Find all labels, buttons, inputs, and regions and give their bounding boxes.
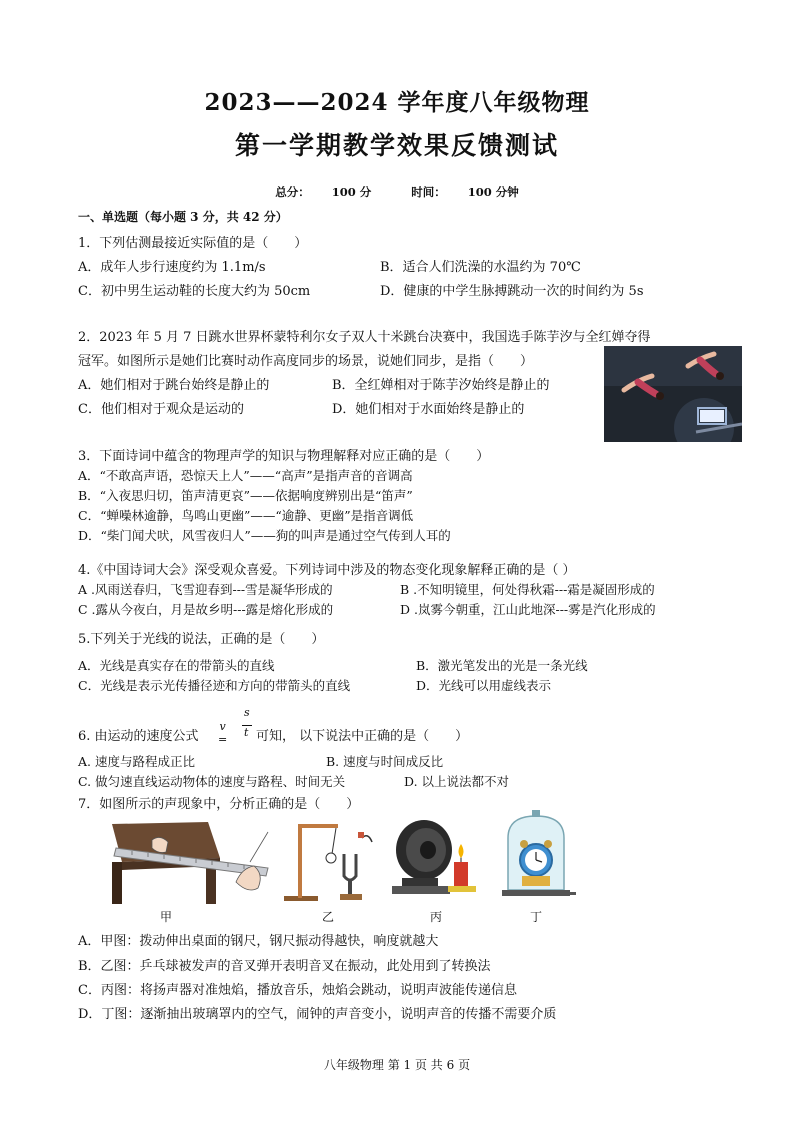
time-label: 时间： [411, 185, 446, 199]
q2-option-d: D．她们相对于水面始终是静止的 [332, 402, 525, 417]
q4-option-c: C .露从今夜白，月是故乡明---露是熔化形成的 [78, 602, 334, 617]
q7-option-c: C．丙图：将扬声器对准烛焰，播放音乐，烛焰会跳动，说明声波能传递信息 [78, 983, 517, 998]
figure-jia-ruler [112, 818, 272, 904]
total-label: 总分： [275, 185, 310, 199]
exam-info [0, 184, 794, 200]
q3-option-d: D．“柴门闻犬吠，风雪夜归人”——狗的叫声是通过空气传到人耳的 [78, 528, 451, 543]
divers-photo [604, 346, 742, 442]
caption-bing: 丙 [430, 910, 443, 924]
formula-v: v = [218, 720, 228, 746]
time-value: 100 分钟 [467, 185, 519, 199]
q4-option-d: D .岚雾今朝重，江山此地深---雾是汽化形成的 [400, 602, 656, 617]
q4-option-a: A .风雨送春归，飞雪迎春到---雪是凝华形成的 [78, 582, 333, 597]
q5-option-a: A．光线是真实存在的带箭头的直线 [78, 658, 275, 673]
q6-option-d: D. 以上说法都不对 [404, 774, 510, 789]
q1-option-c: C．初中男生运动鞋的长度大约为 50cm [78, 284, 311, 299]
q5-option-c: C．光线是表示光传播径迹和方向的带箭头的直线 [78, 678, 351, 693]
page-footer: 八年级物理 第 1 页 共 6 页 [323, 1058, 471, 1072]
q3-option-a: A．“不敢高声语，恐惊天上人”——“高声”是指声音的音调高 [78, 468, 413, 483]
formula-numerator: s [244, 706, 250, 719]
q3-option-c: C．“蝉噪林逾静，鸟鸣山更幽”——“逾静、更幽”是指音调低 [78, 508, 414, 523]
formula-denominator: t [244, 726, 249, 739]
q5-stem: 5.下列关于光线的说法，正确的是（ ） [78, 632, 325, 647]
figure-ding-bell-jar [496, 808, 576, 904]
q1-option-a: A．成年人步行速度约为 1.1m/s [78, 260, 266, 275]
q6-option-b: B. 速度与时间成反比 [326, 754, 444, 769]
q7-option-d: D．丁图：逐渐抽出玻璃罩内的空气，闹钟的声音变小，说明声音的传播不需要介质 [78, 1007, 557, 1022]
q4-stem: 4.《中国诗词大会》深受观众喜爱。下列诗词中涉及的物态变化现象解释正确的是（ ） [78, 563, 576, 578]
q7-stem: 7．如图所示的声现象中，分析正确的是（ ） [78, 797, 360, 812]
section-title: 一、单选题（每小题 3 分，共 42 分） [78, 210, 288, 224]
caption-ding: 丁 [530, 910, 543, 924]
q1-stem: 1．下列估测最接近实际值的是（ ） [78, 236, 308, 251]
q7-option-b: B．乙图：乒乓球被发声的音叉弹开表明音叉在振动，此处用到了转换法 [78, 959, 491, 974]
caption-jia: 甲 [160, 910, 173, 924]
q3-stem: 3．下面诗词中蕴含的物理声学的知识与物理解释对应正确的是（ ） [78, 449, 490, 464]
q1-option-d: D．健康的中学生脉搏跳动一次的时间约为 5s [380, 284, 644, 299]
exam-title-line2: 第一学期教学效果反馈测试 [234, 131, 559, 160]
caption-yi: 乙 [322, 910, 335, 924]
q2-option-b: B．全红婵相对于陈芋汐始终是静止的 [332, 378, 550, 393]
figure-bing-speaker-candle [388, 814, 482, 904]
q6-option-a: A. 速度与路程成正比 [78, 754, 195, 769]
total-value: 100 分 [331, 185, 372, 199]
figure-yi-tuning-fork [278, 818, 374, 904]
q6-stem-post: 可知， 以下说法中正确的是（ ） [256, 729, 469, 744]
q6-stem-pre: 6. 由运动的速度公式 [78, 729, 199, 744]
q1-option-b: B．适合人们洗澡的水温约为 70℃ [380, 260, 581, 275]
q3-option-b: B．“入夜思归切，笛声清更哀”——依据响度辨别出是“笛声” [78, 488, 413, 503]
q2-stem-line2: 冠军。如图所示是她们比赛时动作高度同步的场景，说她们同步，是指（ ） [78, 354, 534, 369]
q5-option-b: B．激光笔发出的光是一条光线 [416, 658, 588, 673]
q5-option-d: D．光线可以用虚线表示 [416, 678, 552, 693]
q2-stem-line1: 2．2023 年 5 月 7 日跳水世界杯蒙特利尔女子双人十米跳台决赛中，我国选手陈芋汐与全红婵夺得 [78, 330, 651, 345]
q4-option-b: B .不知明镜里，何处得秋霜---霜是凝固形成的 [400, 582, 655, 597]
q6-option-c: C. 做匀速直线运动物体的速度与路程、时间无关 [78, 774, 346, 789]
exam-title-line1: 2023——2024 学年度八年级物理 [204, 89, 590, 116]
q7-option-a: A．甲图：拨动伸出桌面的钢尺，钢尺振动得越快，响度就越大 [78, 934, 439, 949]
q2-option-a: A．她们相对于跳台始终是静止的 [78, 378, 270, 393]
q2-option-c: C．他们相对于观众是运动的 [78, 402, 244, 417]
